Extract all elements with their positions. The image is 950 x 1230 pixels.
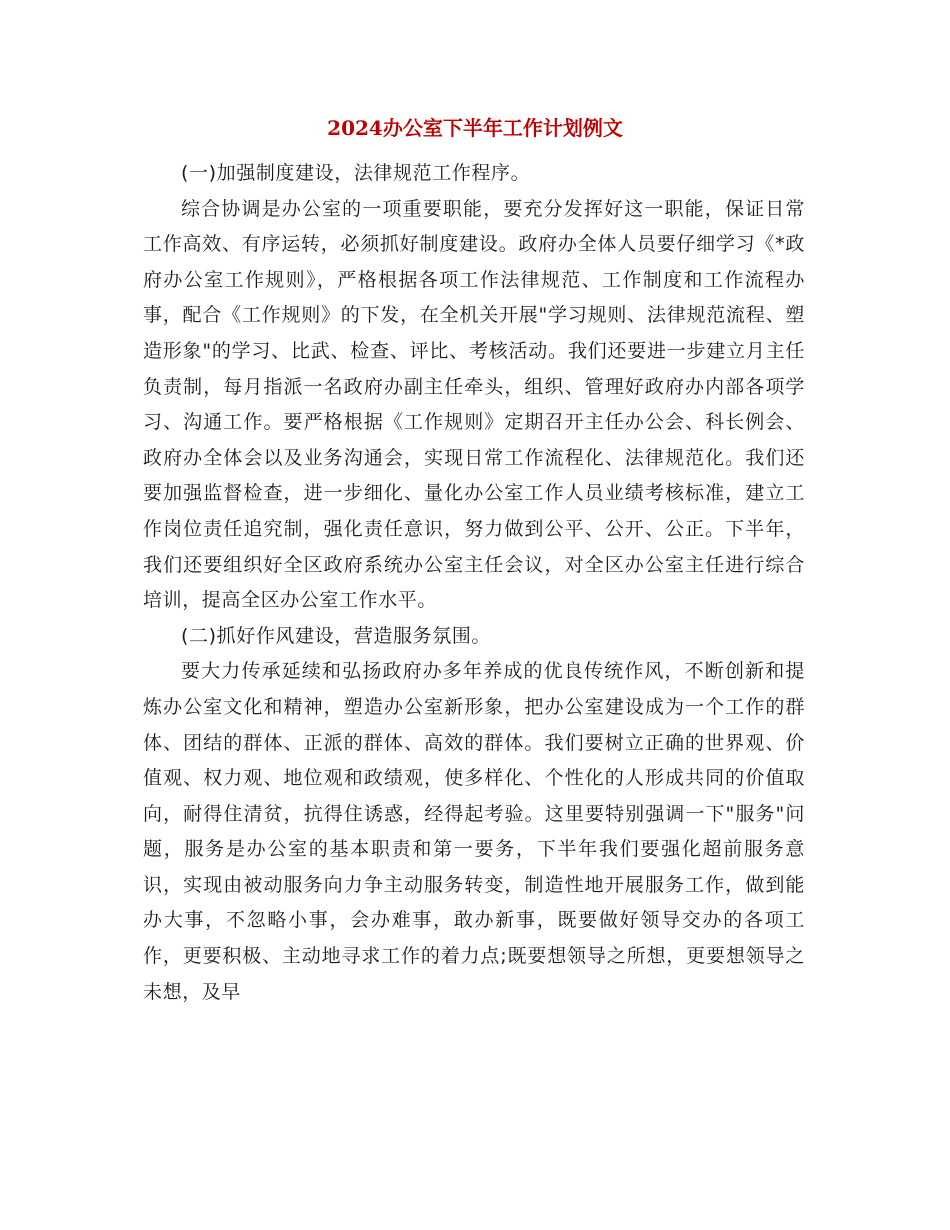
section-heading-1: (一)加强制度建设，法律规范工作程序。 <box>181 162 531 184</box>
document-body <box>143 156 805 1010</box>
paragraph-2: 要大力传承延续和弘扬政府办多年养成的优良传统作风，不断创新和提炼办公室文化和精神，塑造办公室新形象，把办公室建设成为一个工作的群体、团结的群体、正派的群体、高效的群体。我们要树立正确的世界观、价值观、权力观、地位观和政绩观，使多样化、个性化的人形成共同的价值取向，耐得住清贫，抗得住诱惑，经得起考验。这里要特别强调一下"服务"问题，服务是办公室的基本职责和第一要务，下半年我们要强化超前服务意识，实现由被动服务向力争主动服务转变，制造性地开展服务工作，做到能办大事，不忽略小事，会办难事，敢办新事，既要做好领导交办的各项工作，更要积极、主动地寻求工作的着力点;既要想领导之所想，更要想领导之未想，及早 <box>143 660 805 1003</box>
document-title: 2024办公室下半年工作计划例文 <box>327 116 623 140</box>
paragraph-1: 综合协调是办公室的一项重要职能，要充分发挥好这一职能，保证日常工作高效、有序运转，必须抓好制度建设。政府办全体人员要仔细学习《*政府办公室工作规则》，严格根据各项工作法律规范、工作制度和工作流程办事，配合《工作规则》的下发，在全机关开展"学习规则、法律规范流程、塑造形象"的学习、比武、检查、评比、考核活动。我们还要进一步建立月主任负责制，每月指派一名政府办副主任牵头，组织、管理好政府办内部各项学习、沟通工作。要严格根据《工作规则》定期召开主任办公会、科长例会、政府办全体会以及业务沟通会，实现日常工作流程化、法律规范化。我们还要加强监督检查，进一步细化、量化办公室工作人员业绩考核标准，建立工作岗位责任追究制，强化责任意识，努力做到公平、公开、公正。下半年，我们还要组织好全区政府系统办公室主任会议，对全区办公室主任进行综合培训，提高全区办公室工作水平。 <box>143 197 805 612</box>
section-heading-2: (二)抓好作风建设，营造服务氛围。 <box>181 624 492 647</box>
